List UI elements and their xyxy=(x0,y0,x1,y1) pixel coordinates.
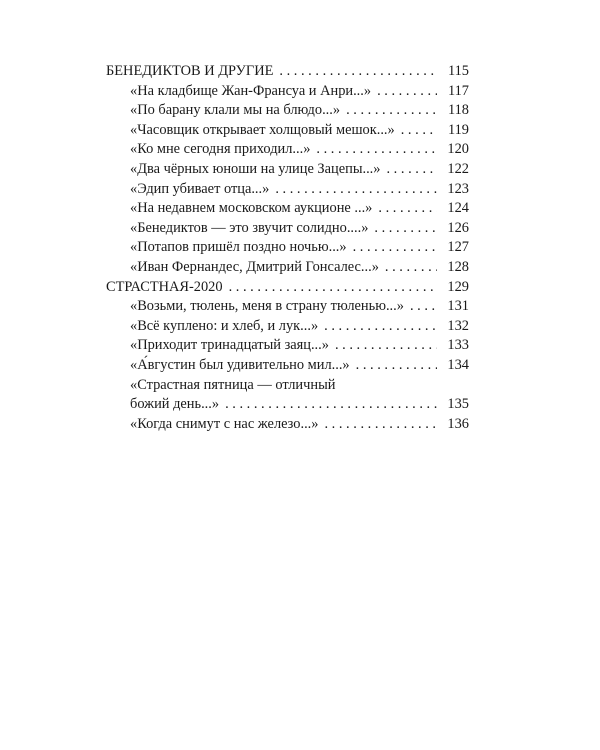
page-number: 126 xyxy=(447,219,469,236)
entry-title: «Всё куплено: и хлеб, и лук...» xyxy=(130,317,319,334)
toc-entry xyxy=(106,238,469,258)
entry-title: «Два чёрных юноши на улице Зацепы...» xyxy=(130,160,381,177)
entry-title: «Часовщик открывает холщовый мешок...» xyxy=(130,121,395,138)
entry-title-line-2: божий день...» xyxy=(130,396,220,413)
page-number: 115 xyxy=(447,63,469,79)
entry-title: «Эдип убивает отца...» xyxy=(130,180,270,197)
toc-entry xyxy=(106,140,469,160)
toc-entry xyxy=(106,336,469,356)
table-of-contents xyxy=(106,62,469,434)
entry-second-line xyxy=(130,395,469,415)
page-number: 119 xyxy=(447,121,469,138)
dot-leader xyxy=(410,297,437,317)
toc-entry xyxy=(106,219,469,239)
entry-title: «А́вгустин был удивительно мил...» xyxy=(130,356,350,373)
entry-title: «Когда снимут с нас железо...» xyxy=(130,415,319,432)
dot-leader xyxy=(324,317,437,337)
page-number: 129 xyxy=(447,278,469,295)
toc-entry xyxy=(106,415,469,435)
dot-leader xyxy=(346,101,437,121)
toc-entry xyxy=(106,82,469,102)
toc-entry-multiline xyxy=(106,376,469,415)
toc-entry xyxy=(106,101,469,121)
page-number: 132 xyxy=(447,317,469,334)
entry-title: «На кладбище Жан-Франсуа и Анри...» xyxy=(130,82,372,99)
page-number: 131 xyxy=(447,298,469,315)
dot-leader xyxy=(225,395,437,415)
entry-title: «Бенедиктов — это звучит солидно....» xyxy=(130,219,369,236)
page-number: 120 xyxy=(447,141,469,158)
dot-leader xyxy=(324,415,437,435)
dot-leader xyxy=(279,62,437,82)
dot-leader xyxy=(385,258,437,278)
entry-title: «Потапов пришёл поздно ночью...» xyxy=(130,239,347,256)
toc-section-strastnaya xyxy=(106,278,469,298)
dot-leader xyxy=(378,199,437,219)
page-number: 133 xyxy=(447,337,469,354)
toc-entry xyxy=(106,180,469,200)
dot-leader xyxy=(229,278,437,298)
page-number: 122 xyxy=(447,160,469,177)
toc-entry xyxy=(106,160,469,180)
dot-leader xyxy=(335,336,437,356)
dot-leader xyxy=(377,82,437,102)
page-number: 134 xyxy=(447,356,469,373)
page-number: 117 xyxy=(447,82,469,99)
toc-entry xyxy=(106,297,469,317)
page-number: 128 xyxy=(447,258,469,275)
dot-leader xyxy=(275,180,437,200)
page-number: 118 xyxy=(447,102,469,119)
entry-title: «Возьми, тюлень, меня в страну тюленью...» xyxy=(130,298,404,315)
toc-section-benediktov xyxy=(106,62,469,82)
entry-title: «Иван Фернандес, Дмитрий Гонсалес...» xyxy=(130,258,379,275)
section-title: СТРАСТНАЯ-2020 xyxy=(106,278,223,295)
toc-entry xyxy=(106,317,469,337)
entry-title: «На недавнем московском аукционе ...» xyxy=(130,200,373,217)
dot-leader xyxy=(401,121,437,141)
entry-title: «Приходит тринадцатый заяц...» xyxy=(130,337,329,354)
toc-entry xyxy=(106,121,469,141)
toc-entry xyxy=(106,258,469,278)
toc-entry xyxy=(106,199,469,219)
dot-leader xyxy=(386,160,437,180)
page-number: 124 xyxy=(447,200,469,217)
dot-leader xyxy=(356,356,437,376)
dot-leader xyxy=(353,238,437,258)
entry-title: «Ко мне сегодня приходил...» xyxy=(130,141,311,158)
entry-title-line-1: «Страстная пятница — отличный xyxy=(130,376,336,393)
page-number: 123 xyxy=(447,180,469,197)
toc-entry xyxy=(106,356,469,376)
entry-title: «По барану клали мы на блюдо...» xyxy=(130,102,341,119)
page-number: 135 xyxy=(447,396,469,413)
page-number: 136 xyxy=(447,415,469,432)
dot-leader xyxy=(374,219,437,239)
page-number: 127 xyxy=(447,239,469,256)
section-title: БЕНЕДИКТОВ И ДРУГИЕ xyxy=(106,63,274,79)
dot-leader xyxy=(316,140,437,160)
